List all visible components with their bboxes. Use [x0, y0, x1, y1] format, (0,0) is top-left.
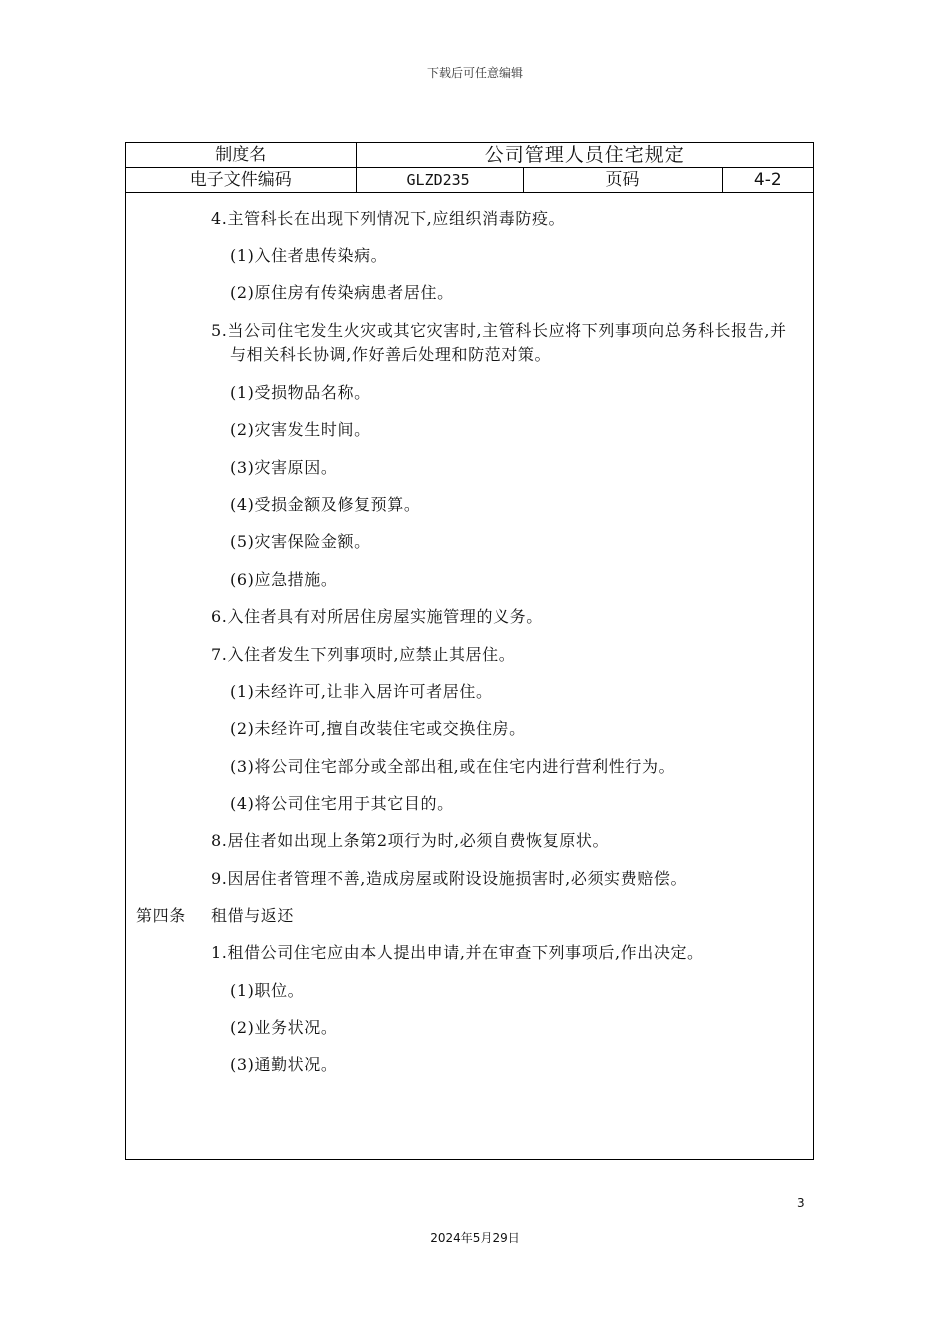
item-5-1: (1)受损物品名称。 — [230, 383, 371, 402]
document-title: 公司管理人员住宅规定 — [356, 143, 813, 168]
file-code: GLZD235 — [356, 168, 523, 193]
page-label: 页码 — [523, 168, 722, 193]
article-4-item-1: 1.租借公司住宅应由本人提出申请,并在审查下列事项后,作出决定。 — [211, 943, 704, 962]
header-note: 下载后可任意编辑 — [426, 66, 523, 80]
item-5-5: (5)灾害保险金额。 — [230, 532, 371, 551]
item-7-3: (3)将公司住宅部分或全部出租,或在住宅内进行营利性行为。 — [230, 757, 676, 776]
item-5-2: (2)灾害发生时间。 — [230, 420, 371, 439]
item-5-4: (4)受损金额及修复预算。 — [230, 495, 421, 514]
item-6: 6.入住者具有对所居住房屋实施管理的义务。 — [211, 607, 543, 626]
meta-row-title — [126, 143, 813, 168]
item-4-1: (1)入住者患传染病。 — [230, 246, 388, 265]
item-5-3: (3)灾害原因。 — [230, 458, 338, 477]
item-7-1: (1)未经许可,让非入居许可者居住。 — [230, 682, 493, 701]
meta-row-code — [126, 168, 813, 193]
article-4-label: 第四条 — [136, 906, 186, 925]
article-4-title: 租借与返还 — [211, 906, 295, 925]
file-code-label: 电子文件编码 — [126, 168, 356, 193]
item-7-4: (4)将公司住宅用于其它目的。 — [230, 794, 454, 813]
meta-table — [126, 143, 813, 193]
page-number: 3 — [797, 1196, 805, 1210]
item-5-text: 5.当公司住宅发生火灾或其它灾害时,主管科长应将下列事项向总务科长报告,并与相关科长协调,作好善后处理和防范对策。 — [211, 321, 787, 364]
article-4-item-1-1: (1)职位。 — [230, 981, 305, 1000]
article-4-item-1-3: (3)通勤状况。 — [230, 1055, 338, 1074]
item-7: 7.入住者发生下列事项时,应禁止其居住。 — [211, 645, 516, 664]
item-4: 4.主管科长在出现下列情况下,应组织消毒防疫。 — [211, 209, 566, 228]
item-4-2: (2)原住房有传染病患者居住。 — [230, 283, 454, 302]
name-label: 制度名 — [126, 143, 356, 168]
item-8: 8.居住者如出现上条第2项行为时,必须自费恢复原状。 — [211, 831, 610, 850]
page-value: 4-2 — [722, 168, 813, 193]
item-5 — [211, 319, 791, 367]
item-5-6: (6)应急措施。 — [230, 570, 338, 589]
document-frame — [125, 142, 814, 1160]
footer-date: 2024年5月29日 — [430, 1231, 520, 1245]
article-4-item-1-2: (2)业务状况。 — [230, 1018, 338, 1037]
item-7-2: (2)未经许可,擅自改装住宅或交换住房。 — [230, 719, 526, 738]
item-9: 9.因居住者管理不善,造成房屋或附设设施损害时,必须实费赔偿。 — [211, 869, 688, 888]
